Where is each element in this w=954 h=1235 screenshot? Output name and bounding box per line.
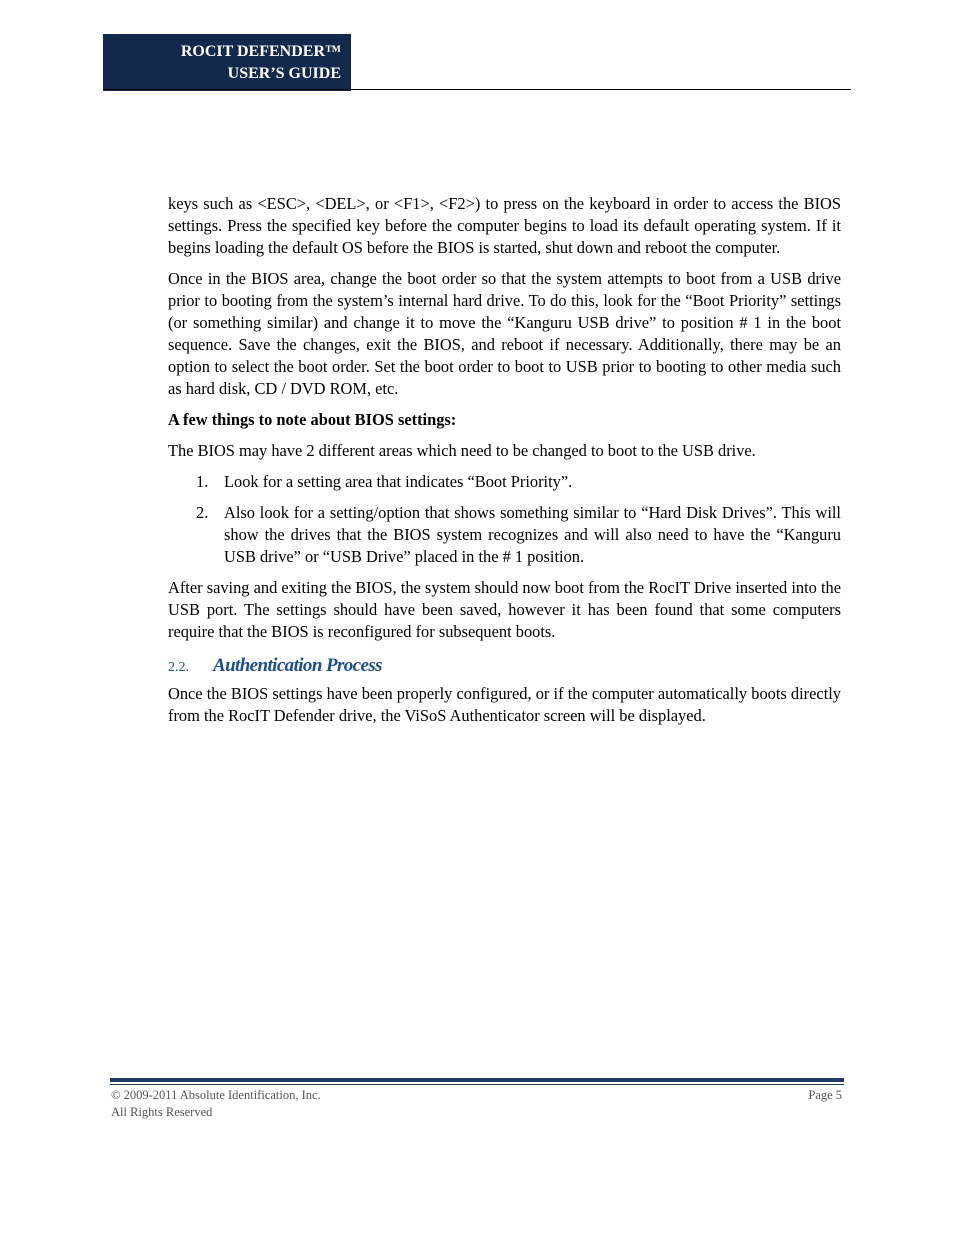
header-title: ROCIT DEFENDER™	[180, 43, 341, 60]
section-title: Authentication Process	[213, 655, 382, 676]
paragraph-boot-order: Once in the BIOS area, change the boot order so that the system attempts to boot from a USB drive prior to booting from the system’s internal hard drive. To do this, look for the “Boot Priority” settings (or something similar) and change it to move the “Kanguru USB drive” to position # 1 in the boot sequence. Save the changes, exit the BIOS, and reboot if necessary. Additionally, there may be an option to select the boot order. Set the boot order to boot to USB prior to booting to other media such as hard disk, CD / DVD ROM, etc.	[168, 269, 841, 398]
footer-rule-thin	[110, 1084, 844, 1085]
note-heading: A few things to note about BIOS settings:	[168, 410, 457, 429]
page-footer	[111, 1087, 842, 1121]
header-rule	[103, 89, 851, 90]
header-subtitle: USER’S GUIDE	[227, 65, 341, 82]
list-item-number: 2.	[196, 503, 209, 522]
page-content	[168, 193, 841, 736]
bios-settings-list	[168, 471, 841, 568]
section-number: 2.2.	[168, 660, 189, 675]
paragraph-authentication: Once the BIOS settings have been properly configured, or if the computer automatically boots directly from the RocIT Defender drive, the ViSoS Authenticator screen will be displayed.	[168, 684, 841, 725]
footer-rights: All Rights Reserved	[111, 1105, 213, 1119]
paragraph-bios-keys: keys such as <ESC>, <DEL>, or <F1>, <F2>) to press on the keyboard in order to access the BIOS settings. Press the specified key before the computer begins to load its default operating system. If it begins loading the default OS before the BIOS is started, shut down and reboot the computer.	[168, 194, 841, 257]
list-item-number: 1.	[196, 472, 209, 491]
list-item-text: Look for a setting area that indicates “Boot Priority”.	[224, 472, 573, 491]
paragraph-bios-areas: The BIOS may have 2 different areas which need to be changed to boot to the USB drive.	[168, 441, 756, 460]
footer-rule-thick	[110, 1078, 844, 1082]
list-item	[168, 471, 841, 493]
list-item	[168, 502, 841, 568]
document-header-box	[103, 34, 351, 91]
section-heading	[168, 655, 841, 679]
list-item-text: Also look for a setting/option that shows something similar to “Hard Disk Drives”. This will show the drives that the BIOS system recognizes and will also need to have the “Kanguru USB drive” or “USB Drive” placed in the # 1 position.	[224, 503, 841, 566]
footer-copyright: © 2009-2011 Absolute Identification, Inc.	[111, 1088, 321, 1102]
footer-page-number: Page 5	[808, 1088, 842, 1102]
paragraph-after-saving: After saving and exiting the BIOS, the system should now boot from the RocIT Drive inserted into the USB port. The settings should have been saved, however it has been found that some computers require that the BIOS is reconfigured for subsequent boots.	[168, 578, 841, 641]
